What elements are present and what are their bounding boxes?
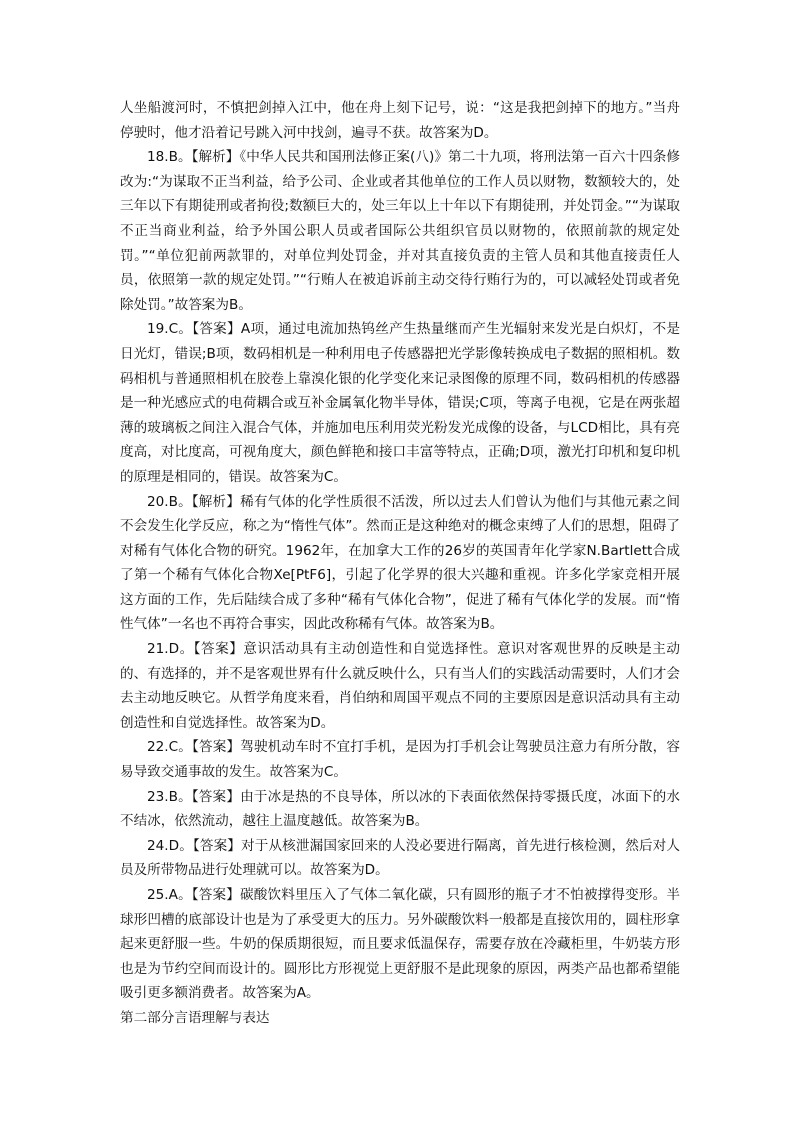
answer-23: 23.B。【答案】由于冰是热的不良导体，所以冰的下表面依然保持零摄氏度，冰面下的水不结冰，依然流动，越往上温度越低。故答案为B。 bbox=[120, 788, 680, 830]
paragraph-continuation: 人坐船渡河时，不慎把剑掉入江中，他在舟上刻下记号，说：“这是我把剑掉下的地方。”当舟停驶时，他才沿着记号跳入河中找剑，遍寻不获。故答案为D。 bbox=[120, 100, 680, 141]
answer-21: 21.D。【答案】意识活动具有主动创造性和自觉选择性。意识对客观世界的反映是主动的、有选择的，并不是客观世界有什么就反映什么，只有当人们的实践活动需要时，人们才会去主动地反映它。从哲学角度来看，肖伯纳和周国平观点不同的主要原因是意识活动具有主动创造性和自觉选择性。故答案为D。 bbox=[120, 641, 680, 731]
document-page bbox=[120, 96, 680, 1031]
section-heading: 第二部分言语理解与表达 bbox=[120, 1009, 270, 1026]
answer-25: 25.A。【答案】碳酸饮料里压入了气体二氧化碳，只有圆形的瓶子才不怕被撑得变形。半球形凹槽的底部设计也是为了承受更大的压力。另外碳酸饮料一般都是直接饮用的，圆柱形拿起来更舒服一些。牛奶的保质期很短，而且要求低温保存，需要存放在冷藏柜里，牛奶装方形也是为节约空间而设计的。圆形比方形视觉上更舒服不是此现象的原因，两类产品也都希望能吸引更多额消费者。故答案为A。 bbox=[120, 887, 680, 1002]
answer-19: 19.C。【答案】A项，通过电流加热钨丝产生热量继而产生光辐射来发光是白炽灯，不是日光灯，错误;B项，数码相机是一种利用电子传感器把光学影像转换成电子数据的照相机。数码相机与普通照相机在胶卷上靠溴化银的化学变化来记录图像的原理不同，数码相机的传感器是一种光感应式的电荷耦合或互补金属氧化物半导体，错误;C项，等离子电视，它是在两张超薄的玻璃板之间注入混合气体，并施加电压利用荧光粉发光成像的设备，与LCD相比，具有亮度高，对比度高，可视角度大，颜色鲜艳和接口丰富等特点，正确;D项，激光打印机和复印机的原理是相同的，错误。故答案为C。 bbox=[120, 321, 680, 485]
answer-22: 22.C。【答案】驾驶机动车时不宜打手机，是因为打手机会让驾驶员注意力有所分散，容易导致交通事故的发生。故答案为C。 bbox=[120, 739, 680, 781]
answer-24: 24.D。【答案】对于从核泄漏国家回来的人没必要进行隔离，首先进行核检测，然后对人员及所带物品进行处理就可以。故答案为D。 bbox=[120, 837, 680, 879]
answer-18: 18.B。【解析】《中华人民共和国刑法修正案(八)》第二十九项，将刑法第一百六十四条修改为:“为谋取不正当利益，给予公司、企业或者其他单位的工作人员以财物，数额较大的，处三年以下有期徒刑或者拘役;数额巨大的，处三年以上十年以下有期徒刑，并处罚金。”“为谋取不正当商业利益，给予外国公职人员或者国际公共组织官员以财物的，依照前款的规定处罚。”“单位犯前两款罪的，对单位判处罚金，并对其直接负责的主管人员和其他直接责任人员，依照第一款的规定处罚。”“行贿人在被追诉前主动交待行贿行为的，可以减轻处罚或者免除处罚。”故答案为B。 bbox=[120, 149, 680, 313]
answer-20: 20.B。【解析】稀有气体的化学性质很不活泼，所以过去人们曾认为他们与其他元素之间不会发生化学反应，称之为“惰性气体”。然而正是这种绝对的概念束缚了人们的思想，阻碍了对稀有气体化合物的研究。1962年，在加拿大工作的26岁的英国青年化学家N.Bartlett合成了第一个稀有气体化合物Xe[PtF6]，引起了化学界的很大兴趣和重视。许多化学家竞相开展这方面的工作，先后陆续合成了多种“稀有气体化合物”，促进了稀有气体化学的发展。而“惰性气体”一名也不再符合事实，因此改称稀有气体。故答案为B。 bbox=[120, 493, 680, 633]
